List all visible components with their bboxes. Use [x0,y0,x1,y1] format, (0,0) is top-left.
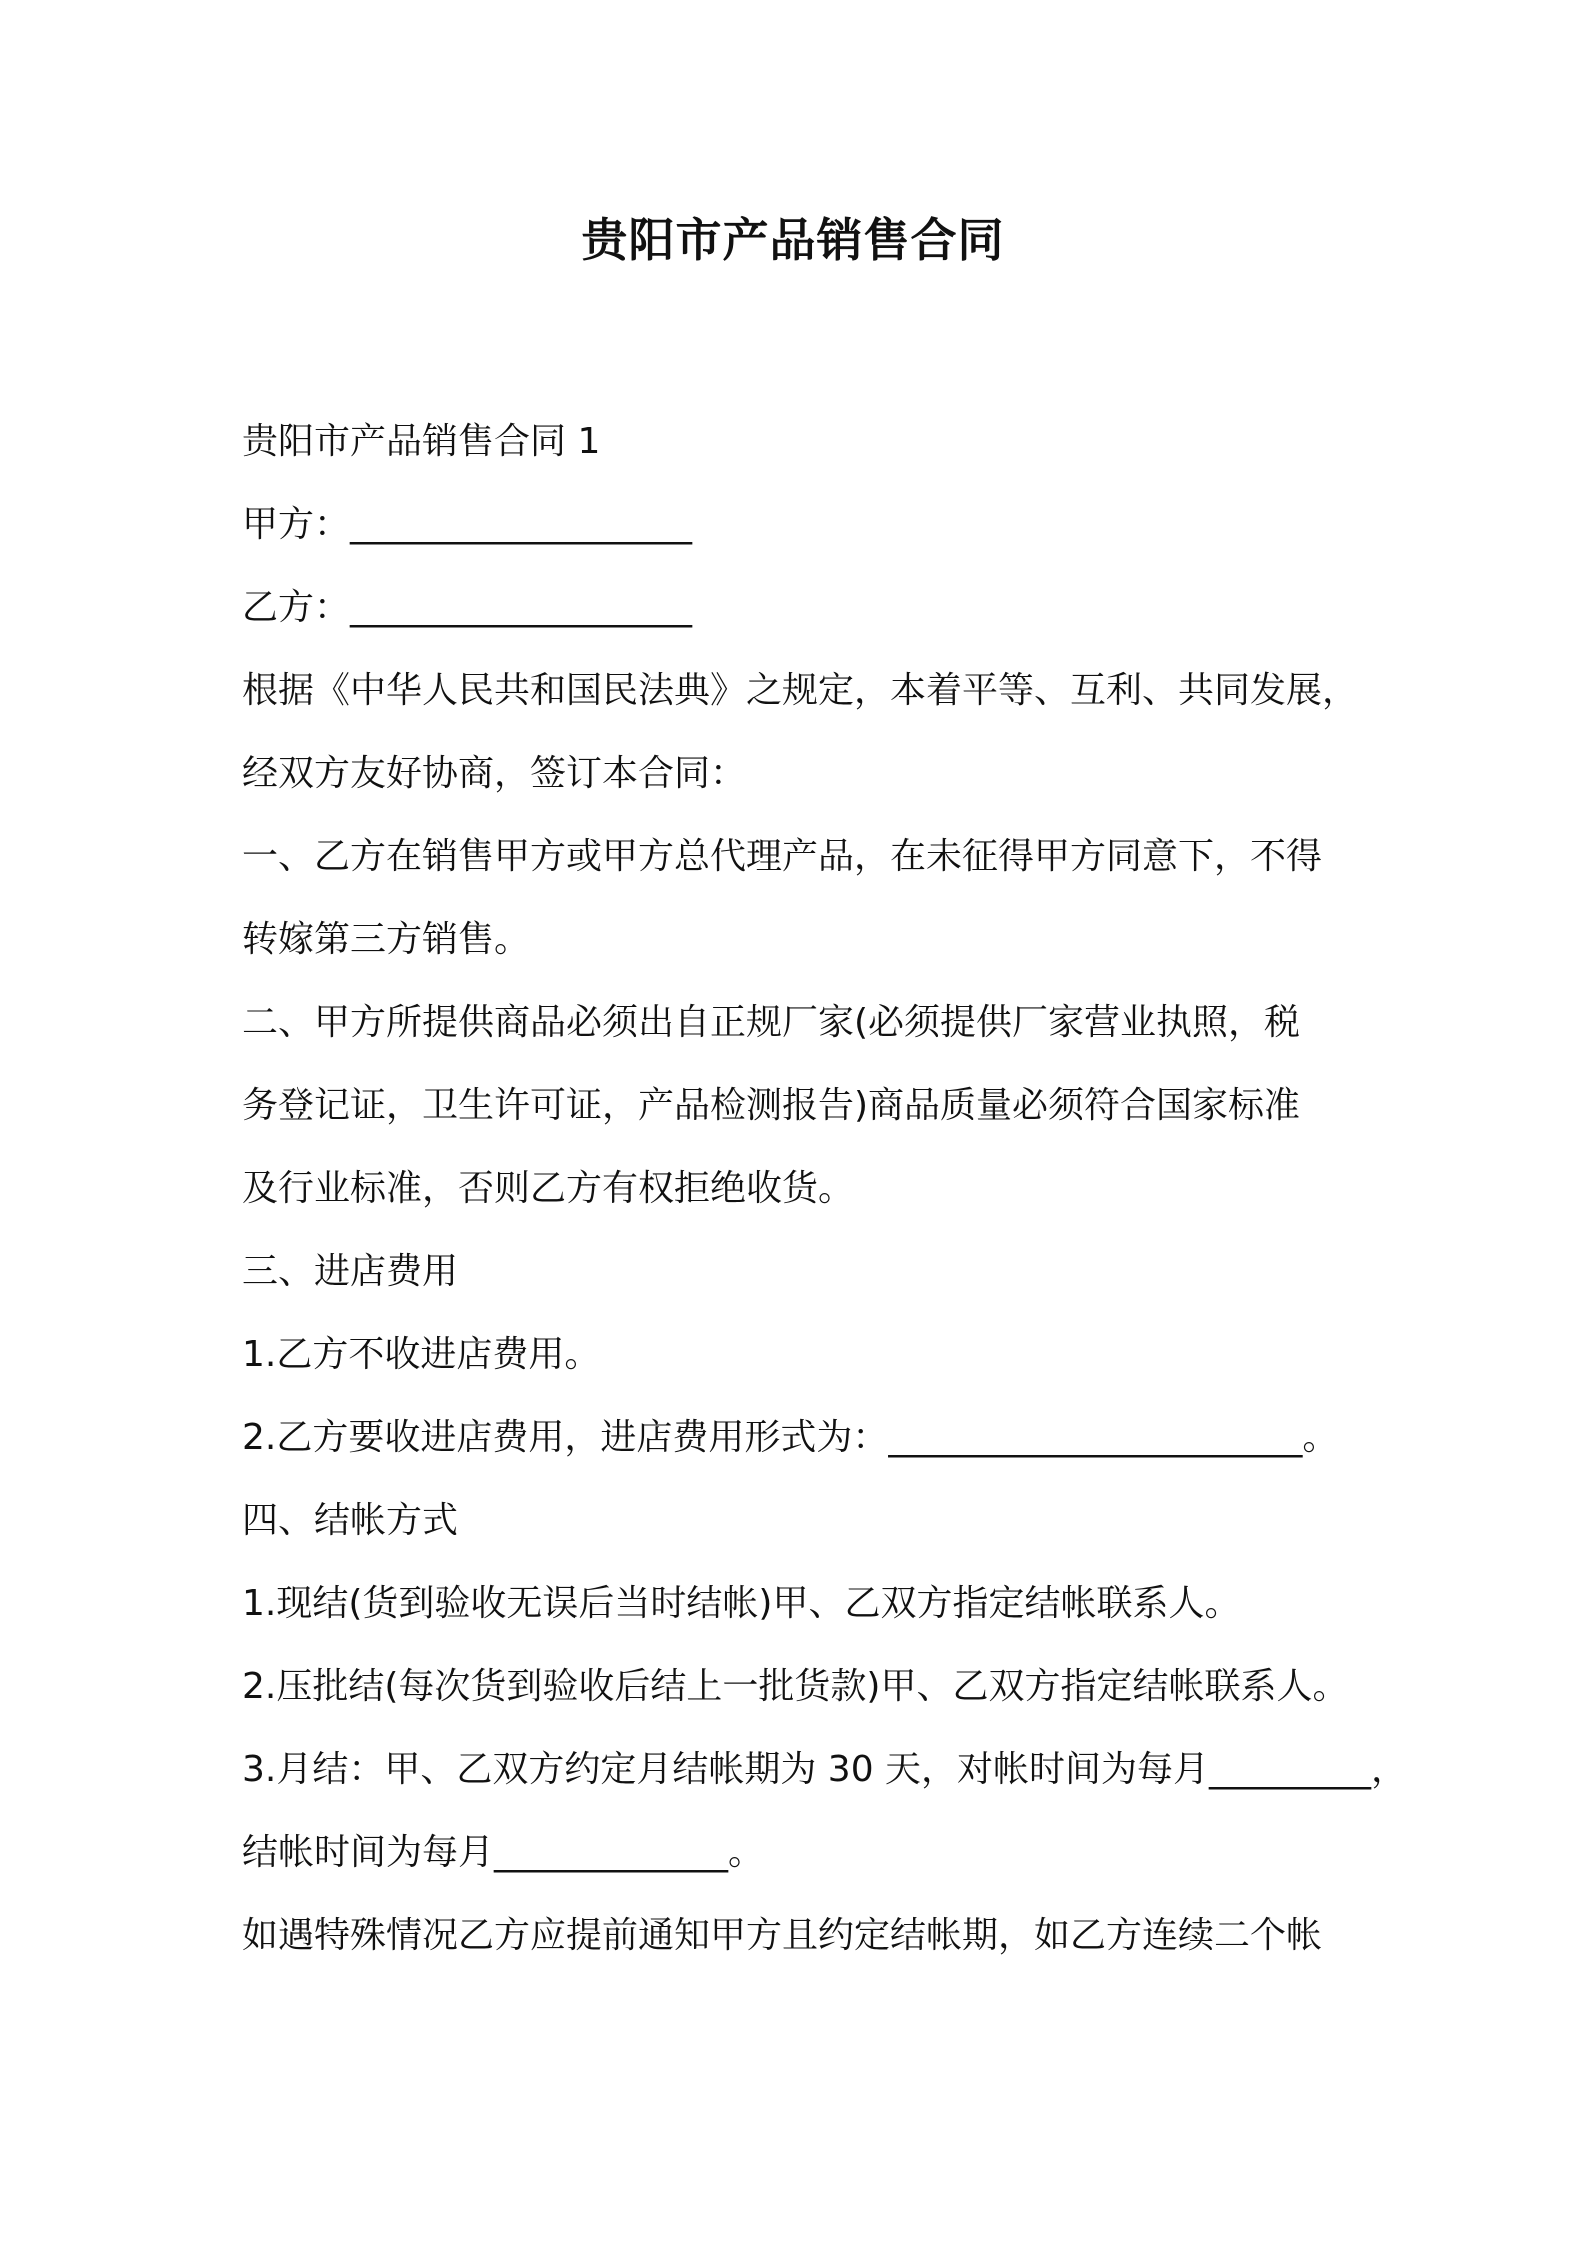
text-line: 经双方友好协商，签订本合同： [242,753,747,794]
text-line: 2.乙方要收进店费用，进店费用形式为：_______________________。 [242,1417,1339,1458]
text-line: 贵阳市产品销售合同 1 [242,421,601,462]
text-line: 如遇特殊情况乙方应提前通知甲方且约定结帐期，如乙方连续二个帐 [242,1915,1323,1956]
text-line: 二、甲方所提供商品必须出自正规厂家(必须提供厂家营业执照，税 [242,1002,1301,1043]
text-line: 及行业标准，否则乙方有权拒绝收货。 [242,1168,855,1209]
text-line: 三、进店费用 [242,1251,459,1292]
text-line: 乙方：___________________ [242,587,693,628]
document-body [242,412,1408,1989]
text-line: 务登记证，卫生许可证，产品检测报告)商品质量必须符合国家标准 [242,1085,1301,1126]
text-line: 四、结帐方式 [242,1500,459,1541]
document-title: 贵阳市产品销售合同 [581,213,1005,267]
text-line: 3.月结：甲、乙双方约定月结帐期为 30 天，对帐时间为每月_________， [242,1749,1408,1790]
text-line: 根据《中华人民共和国民法典》之规定，本着平等、互利、共同发展， [242,670,1359,711]
text-line: 1.乙方不收进店费用。 [242,1334,601,1375]
text-line: 2.压批结(每次货到验收后结上一批货款)甲、乙双方指定结帐联系人。 [242,1666,1349,1707]
text-line: 甲方：___________________ [242,504,693,545]
text-line: 结帐时间为每月_____________。 [242,1832,765,1873]
text-line: 1.现结(货到验收无误后当时结帐)甲、乙双方指定结帐联系人。 [242,1583,1241,1624]
text-line: 转嫁第三方销售。 [242,919,531,960]
text-line: 一、乙方在销售甲方或甲方总代理产品，在未征得甲方同意下，不得 [242,836,1323,877]
